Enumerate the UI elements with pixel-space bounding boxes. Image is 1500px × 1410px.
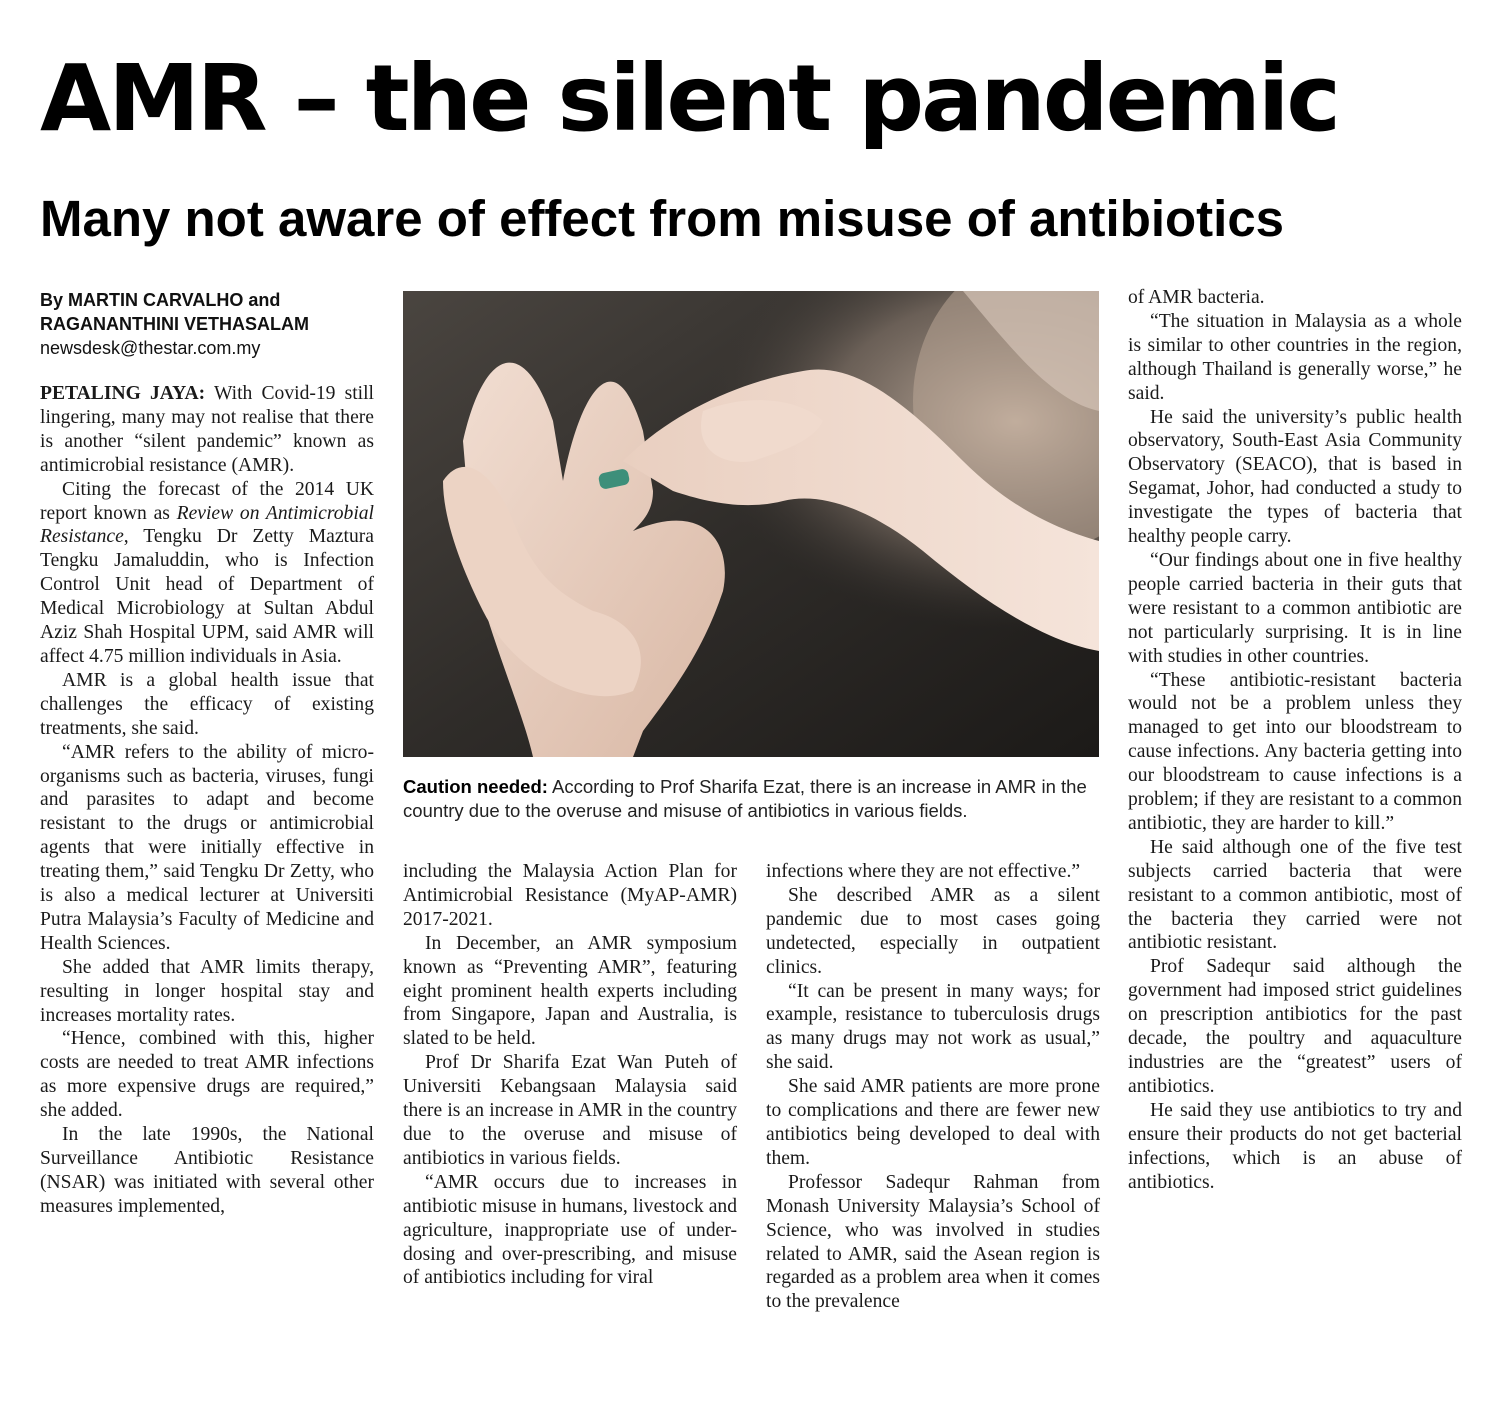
article-paragraph: Prof Sadequr said although the government had imposed strict guidelines on prescription antibiotics for the past decade, the poultry and aquaculture industries are the “greatest” users of antibiotics. (1128, 956, 1462, 1097)
article-paragraph: “AMR occurs due to increases in antibiotic misuse in humans, livestock and agriculture, inappropriate use of under-dosing and over-prescribing, and misuse of antibiotics including for viral (403, 1171, 737, 1289)
article-paragraph: “It can be present in many ways; for example, resistance to tuberculosis drugs as many drugs may not work as usual,” she said. (766, 980, 1100, 1074)
byline-email: newsdesk@thestar.com.my (40, 338, 261, 358)
dateline: PETALING JAYA: (40, 383, 206, 404)
subheadline: Many not aware of effect from misuse of antibiotics (40, 190, 1285, 247)
article-paragraph: In the late 1990s, the National Surveillance Antibiotic Resistance (NSAR) was initiated with several other measures implemented, (40, 1124, 374, 1217)
article-paragraph: He said the university’s public health observatory, South-East Asia Community Observatory (SEACO), that is based in Segamat, Johor, had conducted a study to investigate the types of bacteria that healthy people carry. (1128, 406, 1462, 548)
article-paragraph: She added that AMR limits therapy, resulting in longer hospital stay and increases mortality rates. (40, 956, 374, 1026)
article-column-4 (1128, 286, 1462, 1194)
byline-authors: By MARTIN CARVALHO and RAGANANTHINI VETHASALAM (40, 290, 309, 334)
article-paragraph: Prof Dr Sharifa Ezat Wan Puteh of Universiti Kebangsaan Malaysia said there is an increase in AMR in the country due to the overuse and misuse of antibiotics in various fields. (403, 1052, 737, 1169)
hands-holding-pill-photo (403, 291, 1099, 757)
article-paragraph: “The situation in Malaysia as a whole is similar to other countries in the region, although Thailand is generally worse,” he said. (1128, 310, 1462, 404)
caption-label: Caution needed: (403, 776, 548, 797)
caption-text: According to Prof Sharifa Ezat, there is an increase in AMR in the country due to the overuse and misuse of antibiotics in various fields. (403, 776, 1087, 821)
paragraph-text: Citing the forecast of the 2014 UK report known as (40, 478, 374, 524)
article-column-3 (766, 860, 1100, 1314)
paragraph-text: , Tengku Dr Zetty Maztura Tengku Jamaluddin, who is Infection Control Unit head of Department of Medical Microbiology at Sultan Abdul Aziz Shah Hospital UPM, said AMR will affect 4.75 million individuals in Asia. (40, 526, 374, 667)
article-paragraph: AMR is a global health issue that challenges the efficacy of existing treatments, she said. (40, 669, 374, 739)
article-paragraph: “Our findings about one in five healthy people carried bacteria in their guts that were resistant to a common antibiotic are not particularly surprising. It is in line with studies in other countries. (1128, 549, 1462, 667)
article-paragraph: of AMR bacteria. (1128, 287, 1265, 308)
headline: AMR – the silent pandemic (40, 45, 1338, 152)
article-paragraph: “These antibiotic-resistant bacteria would not be a problem unless they managed to get into our bloodstream to cause infections. Any bacteria getting into our bloodstream to cause infections is a problem; if they are resistant to a common antibiotic, they are harder to kill.” (1128, 669, 1462, 834)
article-paragraph (40, 382, 374, 478)
article-paragraph: She described AMR as a silent pandemic due to most cases going undetected, especially in outpatient clinics. (766, 884, 1100, 978)
report-title: Review on Antimicrobial Resistance (40, 502, 375, 548)
photo-caption (403, 775, 1099, 822)
article-paragraph: He said they use antibiotics to try and ensure their products do not get bacterial infections, which is an abuse of antibiotics. (1128, 1099, 1462, 1193)
article-column-2 (403, 860, 737, 1290)
article-paragraph: Professor Sadequr Rahman from Monash University Malaysia’s School of Science, who was involved in studies related to AMR, said the Asean region is regarded as a problem area when it comes to the prevalence (766, 1171, 1100, 1313)
article-paragraph: In December, an AMR symposium known as “Preventing AMR”, featuring eight prominent health experts including from Singapore, Japan and Australia, is slated to be held. (403, 932, 737, 1050)
article-photo (403, 291, 1099, 757)
article-paragraph: infections where they are not effective.” (766, 861, 1081, 882)
article-paragraph: “AMR refers to the ability of micro-organisms such as bacteria, viruses, fungi and parasites to adapt and become resistant to the drugs or antimicrobial agents that were initially effective in treating them,” said Tengku Dr Zetty, who is also a medical lecturer at Universiti Putra Malaysia’s Faculty of Medicine and Health Sciences. (40, 741, 374, 954)
article-paragraph: including the Malaysia Action Plan for Antimicrobial Resistance (MyAP-AMR) 2017-2021. (403, 861, 737, 930)
article-paragraph: She said AMR patients are more prone to complications and there are fewer new antibiotics being developed to deal with them. (766, 1076, 1100, 1169)
paragraph-text: With Covid-19 still lingering, many may not realise that there is another “silent pandemic” known as antimicrobial resistance (AMR). (40, 383, 374, 476)
article-paragraph (40, 478, 374, 669)
byline (40, 288, 380, 360)
article-paragraph: He said although one of the five test subjects carried bacteria that were resistant to a common antibiotic, most of the bacteria they carried were not antibiotic resistant. (1128, 836, 1462, 954)
article-paragraph: “Hence, combined with this, higher costs are needed to treat AMR infections as more expensive drugs are required,” she added. (40, 1028, 374, 1122)
article-column-1 (40, 382, 374, 1219)
